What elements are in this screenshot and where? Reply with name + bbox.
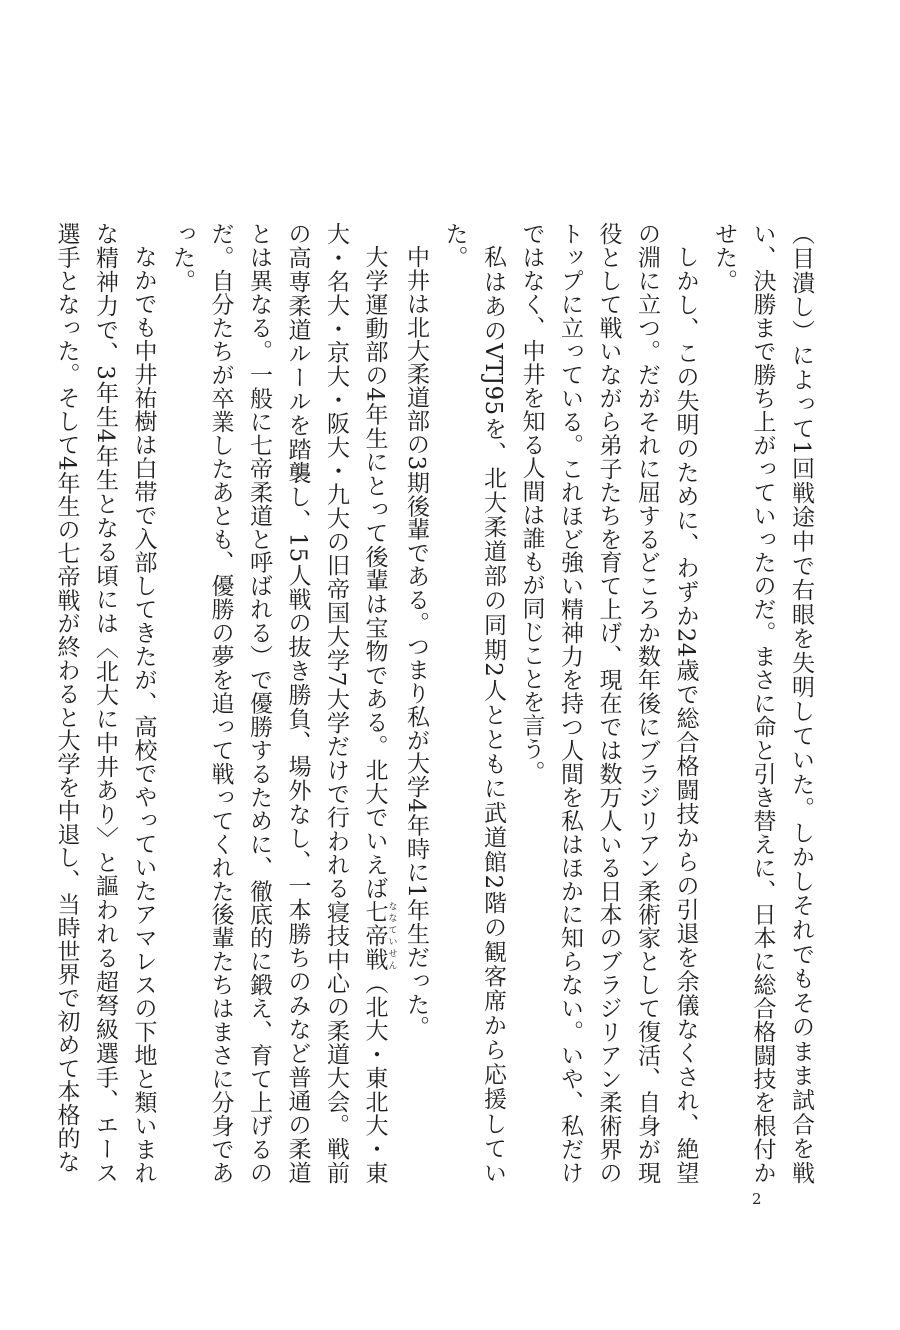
- paragraph-nanatei: [163, 222, 397, 1184]
- nanatei-ruby-base: 七帝戦: [361, 899, 388, 972]
- paragraph-junior: 中井は北大柔道部の3期後輩である。つまり私が大学4年時に1年生だった。: [403, 245, 429, 1039]
- paragraph-retirement: しかし、この失明のために、わずか24歳で総合格闘技からの引退を余儀なくされ、絶望の淵に立つ。だがそれに屈するどころか数年後にブラジリアン柔術家として復活、自身が現役として戦いながら弟子たちを育て上げ、現在では数万人いる日本のブラジリアン柔術界のトップに立っている。これほど強い精神力を持つ人間を私はほかに知らない。いや、私だけではなく、中井を知る人間は誰もが同じことを言う。: [518, 222, 699, 1184]
- paragraph-vtj95: 私はあのVTJ95を、北大柔道部の同期2人とともに武道館2階の観客席から応援していた。: [441, 222, 506, 1184]
- page-number: 2: [752, 1190, 762, 1208]
- paragraph-nakai-ace: なかでも中井祐樹は白帯で入部してきたが、高校でやっていたアマレスの下地と類いまれな精神力で、3年生4年生となる頃には〈北大に中井あり〉と謳われる超弩級選手、エース選手となった。そして4年生の七帝戦が終わると大学を中退し、当時世界で初めて本格的な: [53, 222, 157, 1184]
- vertical-text-body: [53, 222, 820, 1184]
- nanatei-text-before: 大学運動部の4年生にとって後輩は宝物である。北大でいえば: [361, 245, 388, 900]
- nanatei-text-after: （北大・東北大・東大・名大・京大・阪大・九大の旧帝国大学7大学だけで行われる寝技中心の柔道大会。戦前の高専柔道ルールを踏襲し、15人戦の抜き勝負、場外なし、一本勝ちのみなど普通の柔道とは異なる。一般に七帝柔道と呼ばれる）で優勝するために、徹底的に鍛え、育て上げるのだ。自分たちが卒業したあとも、優勝の夢を追って戦ってくれた後輩たちはまさに分身であった。: [169, 222, 388, 1184]
- nanatei-ruby: [361, 899, 397, 972]
- paragraph-continuation: （目潰し）によって1回戦途中で右眼を失明していた。しかしそれでもそのまま試合を戦い、決勝まで勝ち上がっていったのだ。まさに命と引き替えに、日本に総合格闘技を根付かせた。: [711, 222, 814, 1184]
- nanatei-ruby-reading: ななていせん: [386, 899, 397, 971]
